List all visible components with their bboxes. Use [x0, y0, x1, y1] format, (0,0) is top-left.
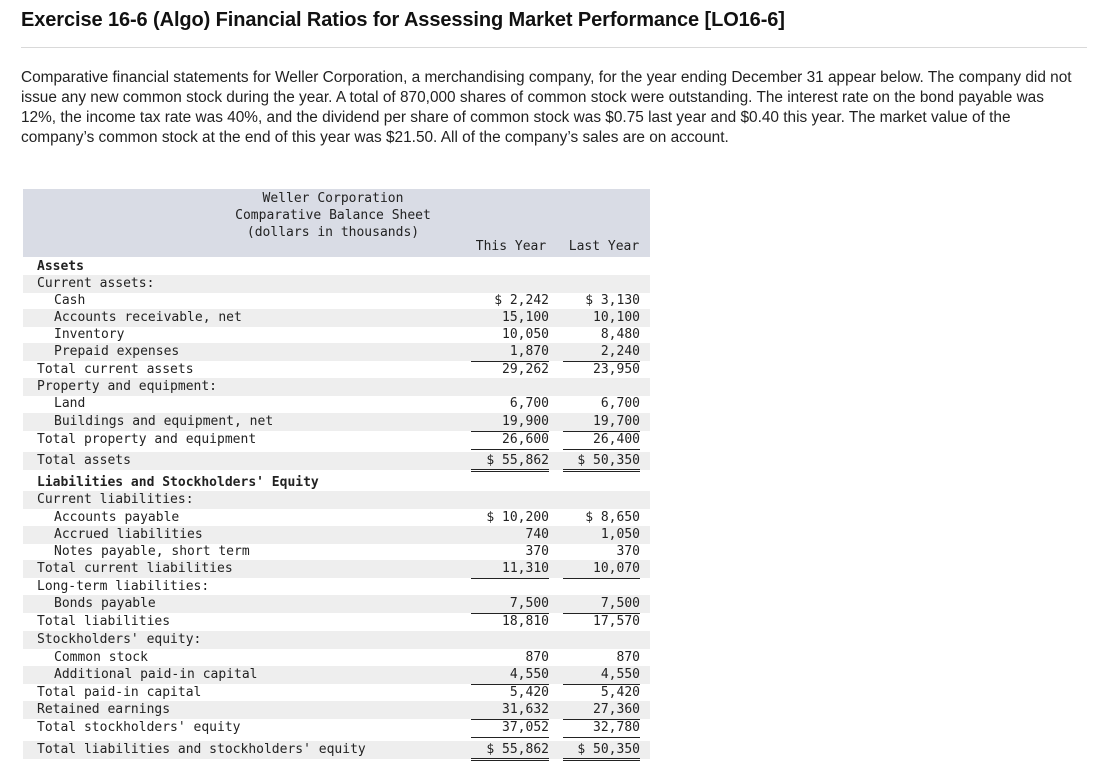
- column-header-this-year: This Year: [475, 239, 547, 254]
- row-label: Accrued liabilities: [54, 527, 203, 542]
- balance-sheet-row: [23, 452, 650, 470]
- last-year-value: 2,240: [600, 344, 640, 359]
- row-label: Current assets:: [37, 276, 155, 291]
- last-year-cell: [563, 560, 640, 579]
- balance-sheet-row: [23, 649, 650, 667]
- last-year-value: 19,700: [593, 414, 640, 429]
- this-year-cell: [471, 595, 549, 614]
- this-year-cell: [471, 509, 549, 527]
- row-label: Retained earnings: [37, 702, 171, 717]
- balance-sheet-row: [23, 491, 650, 509]
- this-year-cell: [471, 666, 549, 685]
- last-year-cell: [563, 309, 640, 327]
- balance-sheet-row: [23, 631, 650, 649]
- this-year-cell: [471, 719, 549, 738]
- this-year-cell: [471, 413, 549, 432]
- last-year-value: $ 50,350: [577, 453, 640, 468]
- problem-description: Comparative financial statements for Weller Corporation, a merchandising company, for the year ending December 31 appear below. The company did not issue any new common stock during the year. A total of 870,000 shares of common stock were outstanding. The interest rate on the bond payable was 12%, the income tax rate was 40%, and the dividend per share of common stock was $0.75 last year and $0.40 this year. The market value of the company’s common stock at the end of this year was $21.50. All of the company’s sales are on account.: [21, 69, 1072, 146]
- this-year-cell: [471, 343, 549, 362]
- this-year-value: $ 55,862: [486, 742, 549, 757]
- this-year-value: 370: [525, 544, 549, 559]
- last-year-cell: [563, 526, 640, 544]
- title-divider: [21, 47, 1087, 48]
- last-year-cell: [563, 701, 640, 720]
- last-year-value: 23,950: [593, 362, 640, 377]
- balance-sheet-row: [23, 719, 650, 737]
- this-year-value: 15,100: [502, 310, 549, 325]
- this-year-cell: [471, 309, 549, 327]
- row-label: Property and equipment:: [37, 379, 218, 394]
- balance-sheet: [23, 189, 650, 764]
- balance-sheet-row: [23, 431, 650, 449]
- row-label: Total property and equipment: [37, 432, 257, 447]
- this-year-cell: [471, 292, 549, 310]
- balance-sheet-row: [23, 543, 650, 561]
- balance-sheet-row: [23, 701, 650, 719]
- balance-sheet-row: [23, 578, 650, 596]
- balance-sheet-row: [23, 613, 650, 631]
- last-year-value: 32,780: [593, 720, 640, 735]
- balance-sheet-row: [23, 509, 650, 527]
- last-year-cell: [563, 326, 640, 344]
- this-year-cell: [471, 701, 549, 720]
- this-year-value: $ 10,200: [486, 510, 549, 525]
- row-label: Total paid-in capital: [37, 685, 202, 700]
- company-name: Weller Corporation: [262, 191, 404, 206]
- this-year-value: $ 55,862: [486, 453, 549, 468]
- row-label: Accounts receivable, net: [54, 310, 242, 325]
- balance-sheet-row: [23, 684, 650, 702]
- this-year-value: 18,810: [502, 614, 549, 629]
- this-year-cell: [471, 631, 549, 649]
- balance-sheet-row: [23, 343, 650, 361]
- this-year-value: 5,420: [509, 685, 549, 700]
- row-label: Liabilities and Stockholders' Equity: [37, 475, 319, 490]
- this-year-cell: [471, 395, 549, 413]
- row-label: Total liabilities and stockholders' equity: [37, 742, 366, 757]
- row-label: Buildings and equipment, net: [54, 414, 274, 429]
- balance-sheet-row: [23, 361, 650, 379]
- last-year-cell: [563, 474, 640, 492]
- this-year-cell: [471, 326, 549, 344]
- balance-sheet-row: [23, 741, 650, 759]
- this-year-value: 31,632: [502, 702, 549, 717]
- last-year-value: 27,360: [593, 702, 640, 717]
- this-year-value: 11,310: [502, 561, 549, 576]
- last-year-cell: [563, 491, 640, 509]
- last-year-value: $ 50,350: [577, 742, 640, 757]
- this-year-cell: [471, 474, 549, 492]
- column-header-last-year: Last Year: [568, 239, 640, 254]
- last-year-cell: [563, 719, 640, 738]
- this-year-cell: [471, 578, 549, 596]
- this-year-value: 10,050: [502, 327, 549, 342]
- row-label: Inventory: [54, 327, 125, 342]
- this-year-cell: [471, 378, 549, 396]
- row-label: Total liabilities: [37, 614, 171, 629]
- last-year-value: 6,700: [600, 396, 640, 411]
- last-year-cell: [563, 395, 640, 413]
- this-year-value: $ 2,242: [494, 293, 549, 308]
- row-label: Prepaid expenses: [54, 344, 180, 359]
- this-year-value: 7,500: [509, 596, 549, 611]
- last-year-cell: [563, 292, 640, 310]
- last-year-value: 1,050: [600, 527, 640, 542]
- row-label: Total current assets: [37, 362, 194, 377]
- this-year-cell: [471, 452, 549, 472]
- last-year-value: 8,480: [600, 327, 640, 342]
- last-year-cell: [563, 509, 640, 527]
- row-label: Bonds payable: [54, 596, 156, 611]
- balance-sheet-row: [23, 258, 650, 276]
- balance-sheet-row: [23, 413, 650, 431]
- last-year-value: 370: [616, 544, 640, 559]
- last-year-cell: [563, 666, 640, 685]
- balance-sheet-row: [23, 666, 650, 684]
- last-year-cell: [563, 258, 640, 276]
- this-year-value: 6,700: [509, 396, 549, 411]
- last-year-value: $ 8,650: [585, 510, 640, 525]
- last-year-value: 26,400: [593, 432, 640, 447]
- last-year-cell: [563, 684, 640, 702]
- row-label: Additional paid-in capital: [54, 667, 258, 682]
- this-year-cell: [471, 526, 549, 544]
- balance-sheet-row: [23, 474, 650, 492]
- last-year-cell: [563, 595, 640, 614]
- last-year-value: 10,070: [593, 561, 640, 576]
- balance-sheet-row: [23, 595, 650, 613]
- last-year-cell: [563, 275, 640, 293]
- row-label: Total assets: [37, 453, 131, 468]
- balance-sheet-row: [23, 275, 650, 293]
- row-label: Accounts payable: [54, 510, 180, 525]
- last-year-value: 10,100: [593, 310, 640, 325]
- row-label: Common stock: [54, 650, 148, 665]
- last-year-cell: [563, 649, 640, 667]
- balance-sheet-row: [23, 395, 650, 413]
- row-label: Total stockholders' equity: [37, 720, 241, 735]
- last-year-cell: [563, 613, 640, 632]
- last-year-value: 5,420: [600, 685, 640, 700]
- this-year-value: 37,052: [502, 720, 549, 735]
- this-year-value: 1,870: [509, 344, 549, 359]
- last-year-cell: [563, 631, 640, 649]
- last-year-value: 4,550: [600, 667, 640, 682]
- last-year-cell: [563, 413, 640, 432]
- this-year-cell: [471, 275, 549, 293]
- row-label: Notes payable, short term: [54, 544, 250, 559]
- row-label: Total current liabilities: [37, 561, 233, 576]
- last-year-cell: [563, 431, 640, 450]
- this-year-cell: [471, 613, 549, 632]
- this-year-cell: [471, 649, 549, 667]
- last-year-value: 870: [616, 650, 640, 665]
- balance-sheet-row: [23, 326, 650, 344]
- balance-sheet-row: [23, 292, 650, 310]
- statement-units: (dollars in thousands): [246, 225, 420, 240]
- last-year-cell: [563, 741, 640, 761]
- this-year-cell: [471, 684, 549, 702]
- statement-heading: [193, 190, 473, 241]
- last-year-cell: [563, 578, 640, 596]
- last-year-cell: [563, 378, 640, 396]
- row-label: Land: [54, 396, 86, 411]
- statement-name: Comparative Balance Sheet: [235, 208, 431, 223]
- balance-sheet-row: [23, 560, 650, 578]
- balance-sheet-row: [23, 526, 650, 544]
- this-year-cell: [471, 741, 549, 761]
- this-year-cell: [471, 258, 549, 276]
- this-year-value: 19,900: [502, 414, 549, 429]
- this-year-cell: [471, 560, 549, 579]
- this-year-value: 29,262: [502, 362, 549, 377]
- row-label: Assets: [37, 259, 84, 274]
- balance-sheet-row: [23, 309, 650, 327]
- row-label: Current liabilities:: [37, 492, 194, 507]
- this-year-value: 26,600: [502, 432, 549, 447]
- last-year-cell: [563, 343, 640, 362]
- row-label: Stockholders' equity:: [37, 632, 202, 647]
- this-year-value: 870: [525, 650, 549, 665]
- last-year-value: 7,500: [600, 596, 640, 611]
- last-year-value: 17,570: [593, 614, 640, 629]
- this-year-value: 4,550: [509, 667, 549, 682]
- this-year-cell: [471, 491, 549, 509]
- this-year-value: 740: [525, 527, 549, 542]
- balance-sheet-row: [23, 378, 650, 396]
- row-label: Long-term liabilities:: [37, 579, 210, 594]
- last-year-value: $ 3,130: [585, 293, 640, 308]
- row-label: Cash: [54, 293, 86, 308]
- exercise-title: Exercise 16-6 (Algo) Financial Ratios for Assessing Market Performance [LO16-6]: [21, 9, 785, 31]
- last-year-cell: [563, 452, 640, 472]
- this-year-cell: [471, 431, 549, 450]
